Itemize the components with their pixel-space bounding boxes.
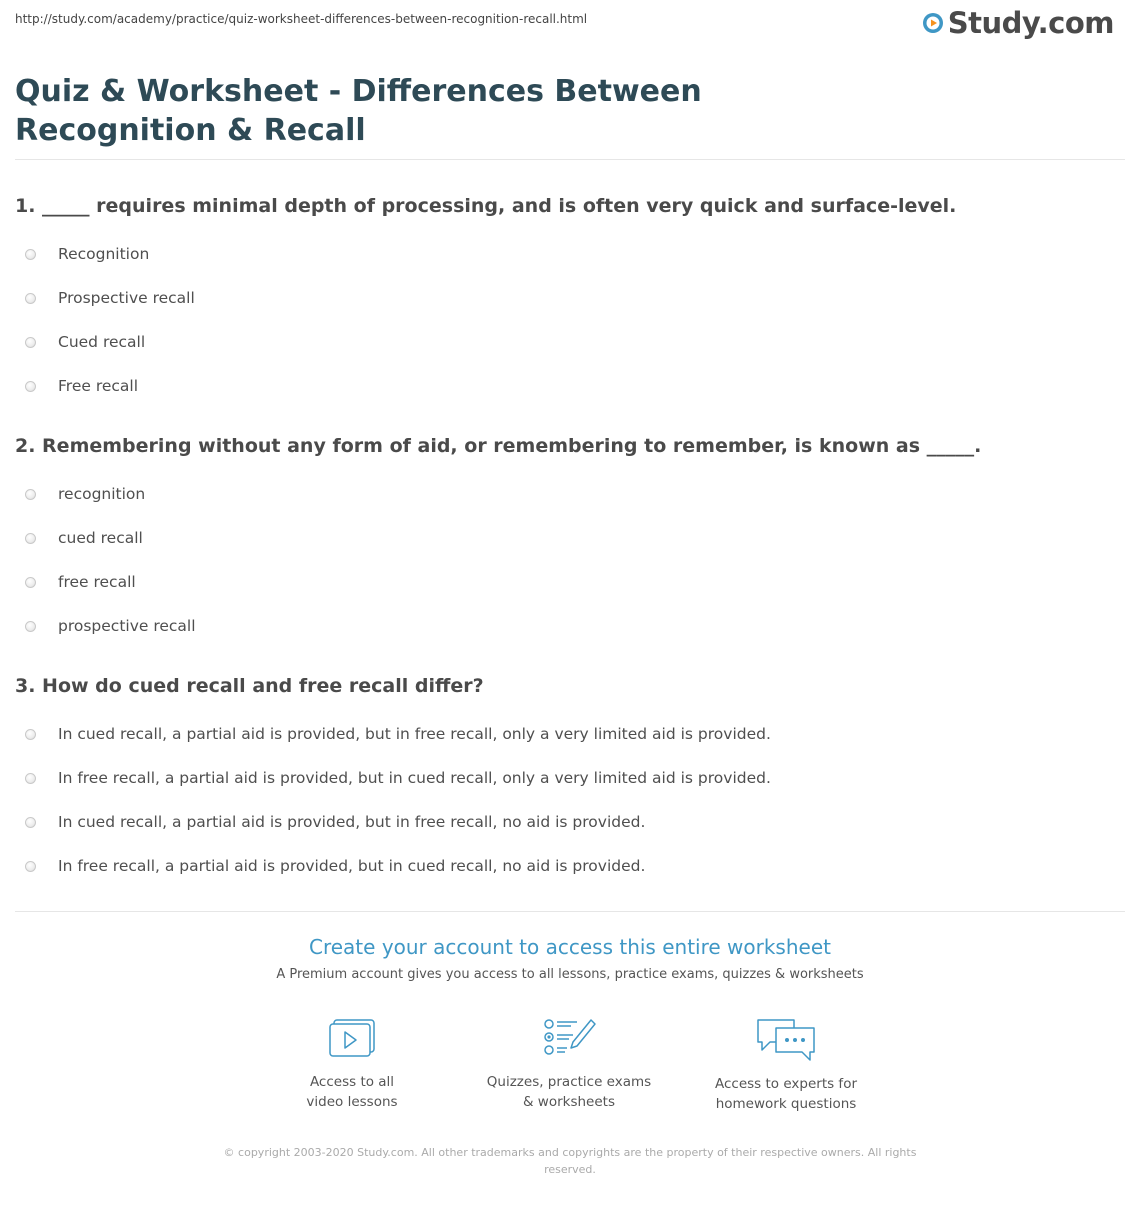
chat-bubbles-icon bbox=[754, 1016, 818, 1062]
answer-option[interactable] bbox=[15, 560, 1125, 604]
radio-button[interactable] bbox=[25, 817, 36, 828]
radio-button[interactable] bbox=[25, 489, 36, 500]
feature-label: Access to all video lessons bbox=[306, 1074, 398, 1110]
radio-button[interactable] bbox=[25, 533, 36, 544]
answer-option[interactable] bbox=[15, 472, 1125, 516]
page-url: http://study.com/academy/practice/quiz-worksheet-differences-between-recognition-recall.html bbox=[15, 12, 588, 26]
option-label: In cued recall, a partial aid is provided, but in free recall, no aid is provided. bbox=[58, 813, 646, 831]
radio-button[interactable] bbox=[25, 577, 36, 588]
premium-cta bbox=[0, 935, 1140, 982]
answer-option[interactable] bbox=[15, 232, 1125, 276]
feature-label: Quizzes, practice exams & worksheets bbox=[486, 1074, 652, 1110]
feature-experts bbox=[686, 1016, 886, 1114]
question-text: 2. Remembering without any form of aid, or remembering to remember, is known as _____. bbox=[15, 435, 982, 457]
answer-option[interactable] bbox=[15, 516, 1125, 560]
option-label: recognition bbox=[58, 485, 146, 503]
option-label: Cued recall bbox=[58, 333, 146, 351]
answer-options bbox=[15, 232, 1125, 408]
answer-option[interactable] bbox=[15, 276, 1125, 320]
answer-option[interactable] bbox=[15, 364, 1125, 408]
option-label: Prospective recall bbox=[58, 289, 195, 307]
title-divider bbox=[15, 159, 1125, 160]
option-label: cued recall bbox=[58, 529, 143, 547]
content-divider bbox=[15, 911, 1125, 912]
option-label: prospective recall bbox=[58, 617, 196, 635]
video-lessons-icon bbox=[326, 1016, 378, 1060]
question-text: 1. _____ requires minimal depth of processing, and is often very quick and surface-level. bbox=[15, 195, 957, 217]
radio-button[interactable] bbox=[25, 621, 36, 632]
option-label: Recognition bbox=[58, 245, 150, 263]
feature-quizzes bbox=[469, 1016, 669, 1112]
copyright-notice: © copyright 2003-2020 Study.com. All other trademarks and copyrights are the property of their respective owners. All rights reserved. bbox=[223, 1146, 917, 1176]
question-2 bbox=[15, 434, 1125, 648]
radio-button[interactable] bbox=[25, 337, 36, 348]
answer-option[interactable] bbox=[15, 756, 1125, 800]
radio-button[interactable] bbox=[25, 729, 36, 740]
option-label: In free recall, a partial aid is provided, but in cued recall, no aid is provided. bbox=[58, 857, 646, 875]
radio-button[interactable] bbox=[25, 773, 36, 784]
create-account-link[interactable]: Create your account to access this entire worksheet bbox=[309, 935, 831, 959]
answer-option[interactable] bbox=[15, 604, 1125, 648]
question-1 bbox=[15, 194, 1125, 408]
option-label: Free recall bbox=[58, 377, 139, 395]
answer-option[interactable] bbox=[15, 712, 1125, 756]
answer-option[interactable] bbox=[15, 844, 1125, 888]
radio-button[interactable] bbox=[25, 249, 36, 260]
radio-button[interactable] bbox=[25, 381, 36, 392]
option-label: In free recall, a partial aid is provided, but in cued recall, only a very limited aid is provided. bbox=[58, 769, 771, 787]
answer-options bbox=[15, 712, 1125, 888]
radio-button[interactable] bbox=[25, 293, 36, 304]
page-title: Quiz & Worksheet - Differences Between Recognition & Recall bbox=[15, 74, 702, 148]
question-3 bbox=[15, 674, 1125, 888]
radio-button[interactable] bbox=[25, 861, 36, 872]
quiz-checklist-icon bbox=[541, 1016, 597, 1060]
logo-text: Study.com bbox=[947, 6, 1114, 40]
study-play-icon bbox=[922, 12, 944, 34]
answer-option[interactable] bbox=[15, 800, 1125, 844]
option-label: free recall bbox=[58, 573, 136, 591]
feature-list bbox=[0, 1016, 1140, 1126]
answer-option[interactable] bbox=[15, 320, 1125, 364]
question-text: 3. How do cued recall and free recall differ? bbox=[15, 675, 484, 697]
study-logo[interactable] bbox=[922, 6, 1114, 40]
cta-subtitle: A Premium account gives you access to all lessons, practice exams, quizzes & worksheets bbox=[276, 967, 864, 982]
feature-video-lessons bbox=[252, 1016, 452, 1112]
answer-options bbox=[15, 472, 1125, 648]
feature-label: Access to experts for homework questions bbox=[714, 1076, 857, 1112]
option-label: In cued recall, a partial aid is provided, but in free recall, only a very limited aid is provided. bbox=[58, 725, 771, 743]
